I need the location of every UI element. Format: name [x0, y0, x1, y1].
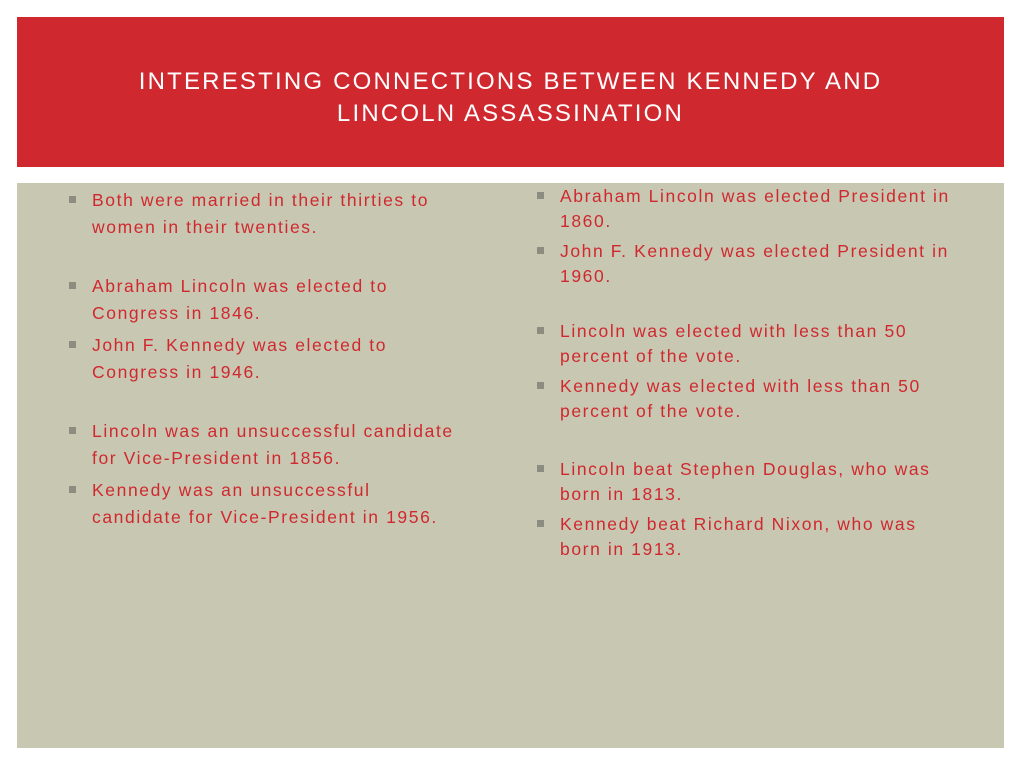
- square-bullet-icon: [537, 520, 544, 527]
- list-item: [67, 418, 467, 472]
- square-bullet-icon: [69, 341, 76, 348]
- list-item-text: Kennedy was an unsuccessful candidate for Vice-President in 1956.: [92, 480, 438, 527]
- list-item-text: Abraham Lincoln was elected President in 1860.: [560, 186, 950, 231]
- title-band: [17, 17, 1004, 167]
- left-bullet-list: [67, 187, 467, 531]
- list-item-text: Lincoln was an unsuccessful candidate for Vice-President in 1856.: [92, 421, 454, 468]
- list-item: [535, 184, 955, 234]
- list-item-text: John F. Kennedy was elected President in 1960.: [560, 241, 949, 286]
- square-bullet-icon: [537, 382, 544, 389]
- square-bullet-icon: [537, 327, 544, 334]
- list-item-text: Lincoln beat Stephen Douglas, who was born in 1813.: [560, 459, 931, 504]
- list-item: [67, 332, 467, 386]
- list-item: [535, 239, 955, 289]
- square-bullet-icon: [69, 427, 76, 434]
- list-item: [67, 477, 467, 531]
- list-item: [67, 273, 467, 327]
- list-item-text: Both were married in their thirties to women in their twenties.: [92, 190, 430, 237]
- left-column: [67, 187, 467, 531]
- square-bullet-icon: [537, 465, 544, 472]
- right-bullet-list: [535, 184, 955, 562]
- square-bullet-icon: [69, 486, 76, 493]
- list-item-text: John F. Kennedy was elected to Congress in 1946.: [92, 335, 388, 382]
- slide-title: INTERESTING CONNECTIONS BETWEEN KENNEDY AND LINCOLN ASSASSINATION: [138, 68, 883, 127]
- square-bullet-icon: [537, 247, 544, 254]
- square-bullet-icon: [537, 192, 544, 199]
- list-item: [535, 319, 955, 369]
- content-panel: [17, 183, 1004, 748]
- list-item: [67, 187, 467, 241]
- list-item: [535, 374, 955, 424]
- list-item-text: Kennedy beat Richard Nixon, who was born in 1913.: [560, 514, 917, 559]
- list-item-text: Lincoln was elected with less than 50 percent of the vote.: [560, 321, 908, 366]
- list-item: [535, 512, 955, 562]
- list-item-text: Kennedy was elected with less than 50 percent of the vote.: [560, 376, 921, 421]
- square-bullet-icon: [69, 282, 76, 289]
- right-column: [535, 184, 955, 562]
- list-item-text: Abraham Lincoln was elected to Congress in 1846.: [92, 276, 389, 323]
- square-bullet-icon: [69, 196, 76, 203]
- list-item: [535, 457, 955, 507]
